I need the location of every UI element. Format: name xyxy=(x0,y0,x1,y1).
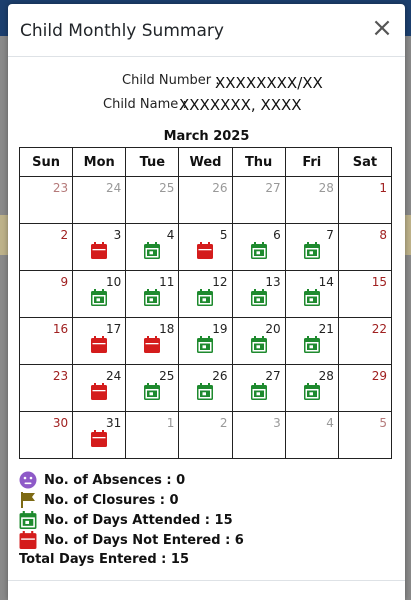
day-number: 25 xyxy=(159,181,175,195)
day-number: 22 xyxy=(371,322,387,336)
calendar-day-cell[interactable] xyxy=(73,177,126,224)
day-number: 19 xyxy=(212,322,228,336)
summary-legend xyxy=(19,470,244,567)
calendar-check-icon xyxy=(91,289,107,306)
calendar-day-cell[interactable] xyxy=(179,224,232,271)
calendar-day-cell[interactable] xyxy=(20,318,73,365)
calendar-day-cell[interactable] xyxy=(338,318,391,365)
legend-absences xyxy=(19,470,244,490)
calendar-icon xyxy=(91,383,107,400)
day-number: 4 xyxy=(326,416,334,430)
calendar-day-cell[interactable] xyxy=(73,271,126,318)
calendar-day-cell[interactable] xyxy=(20,412,73,459)
day-number: 6 xyxy=(273,228,281,242)
calendar-icon xyxy=(19,531,37,549)
calendar-day-cell[interactable] xyxy=(338,224,391,271)
calendar-day-cell[interactable] xyxy=(338,271,391,318)
calendar-icon xyxy=(91,242,107,259)
day-number: 5 xyxy=(379,416,387,430)
calendar-check-icon xyxy=(304,289,320,306)
calendar-week-row xyxy=(20,177,392,224)
day-number: 4 xyxy=(166,228,175,242)
calendar-day-cell[interactable] xyxy=(232,412,285,459)
calendar-day-cell[interactable] xyxy=(126,271,179,318)
flag-icon xyxy=(19,491,37,509)
calendar-day-cell[interactable] xyxy=(126,224,179,271)
calendar-day-cell[interactable] xyxy=(20,177,73,224)
calendar-day-cell[interactable] xyxy=(73,365,126,412)
calendar-day-cell[interactable] xyxy=(126,318,179,365)
day-number: 23 xyxy=(52,369,69,383)
child-name-value: XXXXXXX, XXXX xyxy=(179,96,302,114)
day-number: 1 xyxy=(379,181,387,195)
calendar-day-cell[interactable] xyxy=(232,224,285,271)
calendar-icon xyxy=(197,242,213,259)
calendar-week-row xyxy=(20,412,392,459)
calendar-week-row xyxy=(20,318,392,365)
legend-attended xyxy=(19,510,244,530)
calendar-check-icon xyxy=(304,242,320,259)
calendar-check-icon xyxy=(304,336,320,353)
day-number: 10 xyxy=(106,275,122,289)
calendar-day-cell[interactable] xyxy=(20,365,73,412)
calendar-icon xyxy=(91,336,107,353)
calendar-day-cell[interactable] xyxy=(232,177,285,224)
calendar-check-icon xyxy=(197,383,213,400)
calendar-check-icon xyxy=(144,289,160,306)
day-number: 14 xyxy=(318,275,334,289)
total-days-entered: Total Days Entered : 15 xyxy=(19,552,189,567)
calendar-month-label: March 2025 xyxy=(163,129,250,144)
child-name-label: Child Name : xyxy=(103,97,187,112)
not-entered-count: No. of Days Not Entered : 6 xyxy=(44,532,244,548)
closures-count: No. of Closures : 0 xyxy=(44,492,179,508)
calendar-week-row xyxy=(20,224,392,271)
modal-header xyxy=(8,4,405,57)
calendar-day-cell[interactable] xyxy=(126,412,179,459)
child-monthly-summary-modal xyxy=(8,4,405,600)
day-number: 3 xyxy=(273,416,281,430)
calendar-day-cell[interactable] xyxy=(179,318,232,365)
day-number: 2 xyxy=(60,228,69,242)
day-number: 11 xyxy=(159,275,175,289)
calendar-day-cell[interactable] xyxy=(20,271,73,318)
calendar-check-icon xyxy=(144,383,160,400)
weekday-header: Wed xyxy=(179,148,232,177)
day-number: 3 xyxy=(113,228,122,242)
calendar-day-cell[interactable] xyxy=(179,177,232,224)
calendar-check-icon xyxy=(251,289,267,306)
calendar-check-icon xyxy=(251,336,267,353)
day-number: 24 xyxy=(106,181,122,195)
calendar-day-cell[interactable] xyxy=(73,412,126,459)
calendar-week-row xyxy=(20,271,392,318)
weekday-header: Tue xyxy=(126,148,179,177)
day-number: 31 xyxy=(106,416,122,430)
day-number: 16 xyxy=(52,322,69,336)
day-number: 23 xyxy=(52,181,69,195)
weekday-header: Sat xyxy=(338,148,391,177)
calendar-day-cell[interactable] xyxy=(20,224,73,271)
calendar-week-row xyxy=(20,365,392,412)
day-number: 25 xyxy=(159,369,175,383)
close-button[interactable]: × xyxy=(371,13,393,43)
day-number: 5 xyxy=(219,228,228,242)
calendar-day-cell[interactable] xyxy=(232,318,285,365)
day-number: 1 xyxy=(166,416,175,430)
calendar-day-cell[interactable] xyxy=(232,365,285,412)
day-number: 17 xyxy=(106,322,122,336)
calendar-icon xyxy=(144,336,160,353)
calendar-check-icon xyxy=(251,383,267,400)
day-number: 28 xyxy=(318,369,334,383)
child-number-value: XXXXXXXX/XX xyxy=(215,74,323,92)
legend-closures xyxy=(19,490,244,510)
day-number: 26 xyxy=(212,181,228,195)
calendar-day-cell[interactable] xyxy=(179,271,232,318)
day-number: 27 xyxy=(265,369,281,383)
day-number: 18 xyxy=(159,322,175,336)
calendar-day-cell[interactable] xyxy=(338,177,391,224)
calendar-day-cell[interactable] xyxy=(126,177,179,224)
day-number: 27 xyxy=(265,181,281,195)
calendar-day-cell[interactable] xyxy=(285,271,338,318)
weekday-header: Mon xyxy=(73,148,126,177)
day-number: 21 xyxy=(318,322,334,336)
modal-footer-divider xyxy=(8,580,405,581)
day-number: 24 xyxy=(106,369,122,383)
modal-title: Child Monthly Summary xyxy=(20,21,224,41)
calendar-day-cell[interactable] xyxy=(338,412,391,459)
day-number: 29 xyxy=(371,369,387,383)
calendar-check-icon xyxy=(197,289,213,306)
child-number-label: Child Number : xyxy=(122,73,220,88)
calendar-day-cell[interactable] xyxy=(285,318,338,365)
day-number: 26 xyxy=(212,369,228,383)
calendar-icon xyxy=(91,430,107,447)
calendar-day-cell[interactable] xyxy=(285,412,338,459)
calendar-check-icon xyxy=(197,336,213,353)
calendar-day-cell[interactable] xyxy=(338,365,391,412)
attended-count: No. of Days Attended : 15 xyxy=(44,512,233,528)
calendar-day-cell[interactable] xyxy=(126,365,179,412)
calendar-day-cell[interactable] xyxy=(73,318,126,365)
absences-count: No. of Absences : 0 xyxy=(44,472,186,488)
day-number: 12 xyxy=(212,275,228,289)
calendar-check-icon xyxy=(19,511,37,529)
day-number: 28 xyxy=(318,181,334,195)
calendar-day-cell[interactable] xyxy=(285,365,338,412)
calendar-day-cell[interactable] xyxy=(179,412,232,459)
calendar-day-cell[interactable] xyxy=(73,224,126,271)
calendar-day-cell[interactable] xyxy=(232,271,285,318)
legend-not-entered xyxy=(19,530,244,550)
weekday-header: Fri xyxy=(285,148,338,177)
weekday-header: Thu xyxy=(232,148,285,177)
calendar-grid xyxy=(19,147,392,459)
sad-face-icon xyxy=(19,471,37,489)
day-number: 2 xyxy=(219,416,228,430)
calendar-check-icon xyxy=(304,383,320,400)
day-number: 30 xyxy=(52,416,69,430)
day-number: 9 xyxy=(60,275,69,289)
weekday-header: Sun xyxy=(20,148,73,177)
calendar-day-cell[interactable] xyxy=(285,224,338,271)
day-number: 15 xyxy=(371,275,387,289)
calendar-day-cell[interactable] xyxy=(285,177,338,224)
day-number: 7 xyxy=(326,228,334,242)
calendar-day-cell[interactable] xyxy=(179,365,232,412)
day-number: 13 xyxy=(265,275,281,289)
calendar-check-icon xyxy=(251,242,267,259)
calendar-check-icon xyxy=(144,242,160,259)
day-number: 8 xyxy=(379,228,387,242)
day-number: 20 xyxy=(265,322,281,336)
